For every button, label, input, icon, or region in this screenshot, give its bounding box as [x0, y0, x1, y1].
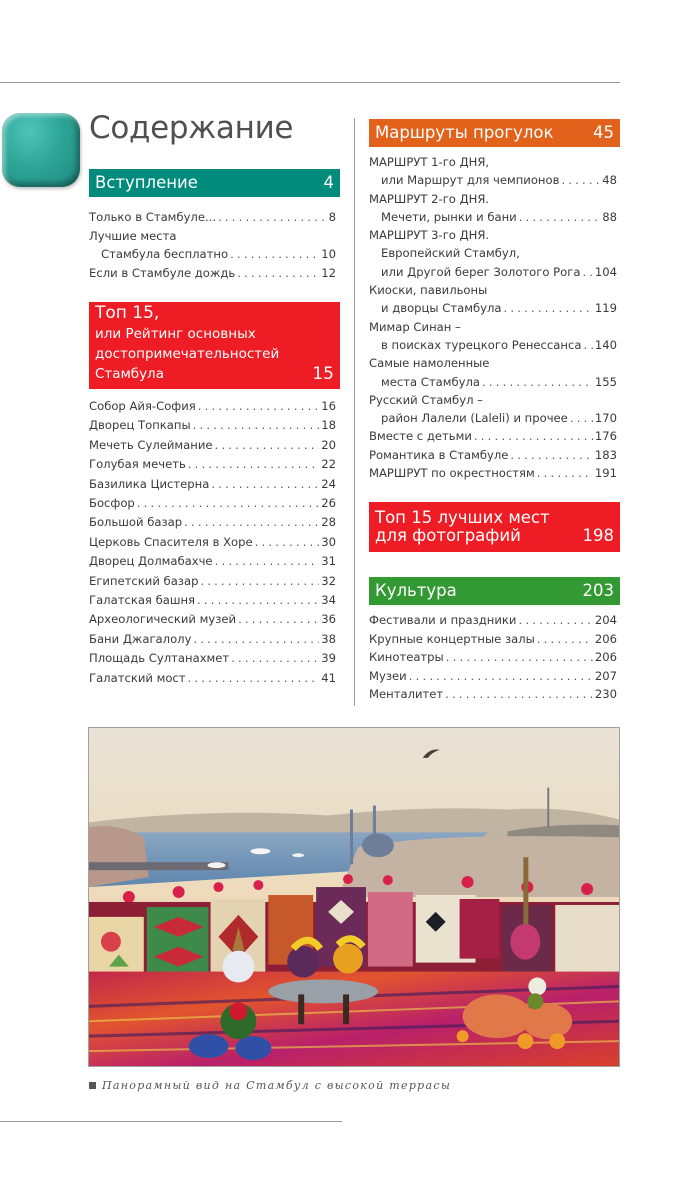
section-top15-title-line3: достопримечательностей	[95, 346, 280, 362]
section-top15-page: 15	[312, 364, 334, 384]
section-top15-title-line1: Топ 15,	[95, 303, 160, 323]
section-culture-title: Культура	[375, 581, 457, 600]
toc-entry[interactable]: Мечети, рынки и бани . . . 88	[369, 208, 617, 226]
istanbul-terrace-photo	[88, 727, 620, 1067]
toc-entry[interactable]: и дворцы Стамбула . . . 119	[369, 299, 617, 317]
toc-entry[interactable]: Фестивали и праздники . . . 204	[369, 611, 617, 630]
intro-entries	[89, 208, 336, 282]
section-culture-page: 203	[582, 581, 614, 600]
section-photo-spots-header[interactable]	[369, 502, 620, 552]
section-intro-header[interactable]	[89, 169, 340, 197]
toc-entry[interactable]: Дворец Топкапы . . . 18	[89, 416, 336, 435]
toc-entry[interactable]: Бани Джагалолу . . . 38	[89, 630, 336, 649]
toc-entry[interactable]: Романтика в Стамбуле . . . 183	[369, 446, 617, 464]
toc-entry[interactable]: Площадь Султанахмет . . . 39	[89, 649, 336, 668]
toc-entry[interactable]: Базилика Цистерна . . . 24	[89, 475, 336, 494]
column-divider	[354, 118, 355, 706]
section-routes-page: 45	[593, 123, 614, 142]
section-routes-header[interactable]	[369, 119, 620, 147]
culture-entries	[369, 611, 617, 704]
toc-entry[interactable]: Мечеть Сулеймание . . . 20	[89, 436, 336, 455]
toc-entry[interactable]: МАРШРУТ по окрестностям . . . 191	[369, 464, 617, 482]
top15-entries	[89, 397, 336, 688]
photo-illustration	[89, 728, 619, 1066]
section-photo-spots-page: 198	[582, 526, 614, 545]
routes-entries: МАРШРУТ 1-го ДНЯ, или Маршрут для чемпионов . . . 48 МАРШРУТ 2-го ДНЯ. Мечети, рынки и бани . . . 88 МАРШРУТ 3-го ДНЯ. Европейский Стамбул, или Другой берег Золотого Рога . . . 104 Киоски, павильоны и дворцы Стамбула . . . 119 Мимар Синан – в поисках турецкого Ренессанса . . . 140 Самые намоленные места Стамбула . . . 155 Русский Стамбул – район Лалели (Laleli) и прочее . . . 170 Вместе с детьми . . . 176 Романтика в Стамбуле . . . 183 МАРШРУТ по окрестностям . . . 191	[369, 153, 617, 482]
toc-entry[interactable]: Музеи . . . 207	[369, 667, 617, 686]
toc-entry[interactable]: места Стамбула . . . 155	[369, 373, 617, 391]
section-culture-header[interactable]	[369, 577, 620, 605]
toc-entry[interactable]: или Другой берег Золотого Рога . . . 104	[369, 263, 617, 281]
toc-entry[interactable]: Голубая мечеть . . . 22	[89, 455, 336, 474]
toc-entry[interactable]: Собор Айя-София . . . 16	[89, 397, 336, 416]
toc-entry[interactable]: район Лалели (Laleli) и прочее . . . 170	[369, 409, 617, 427]
chapter-tab-icon	[2, 113, 80, 187]
toc-entry[interactable]: Стамбула бесплатно . . . 10	[89, 245, 336, 264]
toc-entry[interactable]: Если в Стамбуле дождь . . . 12	[89, 264, 336, 283]
toc-entry[interactable]: Галатский мост . . . 41	[89, 669, 336, 688]
toc-entry[interactable]: в поисках турецкого Ренессанса . . . 140	[369, 336, 617, 354]
toc-entry[interactable]: Только в Стамбуле... . . . 8	[89, 208, 336, 227]
section-top15-title-line4: Стамбула	[95, 366, 164, 382]
toc-entry[interactable]: Египетский базар . . . 32	[89, 572, 336, 591]
section-photo-spots-title-line1: Топ 15 лучших мест	[375, 508, 550, 527]
toc-entry[interactable]: Крупные концертные залы . . . 206	[369, 630, 617, 649]
section-intro-page: 4	[323, 173, 334, 192]
page-title: Содержание	[89, 110, 294, 146]
toc-entry[interactable]: Археологический музей . . . 36	[89, 610, 336, 629]
bullet-square-icon	[89, 1082, 96, 1089]
toc-entry[interactable]: Кинотеатры . . . 206	[369, 648, 617, 667]
toc-entry[interactable]: Галатская башня . . . 34	[89, 591, 336, 610]
section-photo-spots-title-line2: для фотографий	[375, 526, 521, 545]
toc-entry[interactable]: Менталитет . . . 230	[369, 685, 617, 704]
toc-entry[interactable]: Вместе с детьми . . . 176	[369, 427, 617, 445]
photo-caption	[89, 1079, 451, 1092]
photo-caption-text: Панорамный вид на Стамбул с высокой террасы	[102, 1079, 452, 1092]
toc-entry[interactable]: Босфор . . . 26	[89, 494, 336, 513]
toc-entry[interactable]: или Маршрут для чемпионов . . . 48	[369, 171, 617, 189]
toc-entry[interactable]: Большой базар . . . 28	[89, 513, 336, 532]
toc-entry-line: Лучшие места	[89, 228, 177, 243]
bottom-rule	[0, 1121, 342, 1122]
section-intro-title: Вступление	[95, 173, 198, 192]
toc-entry[interactable]: Дворец Долмабахче . . . 31	[89, 552, 336, 571]
toc-entry[interactable]: Церковь Спасителя в Хоре . . . 30	[89, 533, 336, 552]
section-routes-title: Маршруты прогулок	[375, 123, 554, 142]
section-top15-header[interactable]	[89, 302, 340, 389]
top-rule	[0, 82, 620, 83]
section-top15-title-line2: или Рейтинг основных	[95, 326, 256, 342]
